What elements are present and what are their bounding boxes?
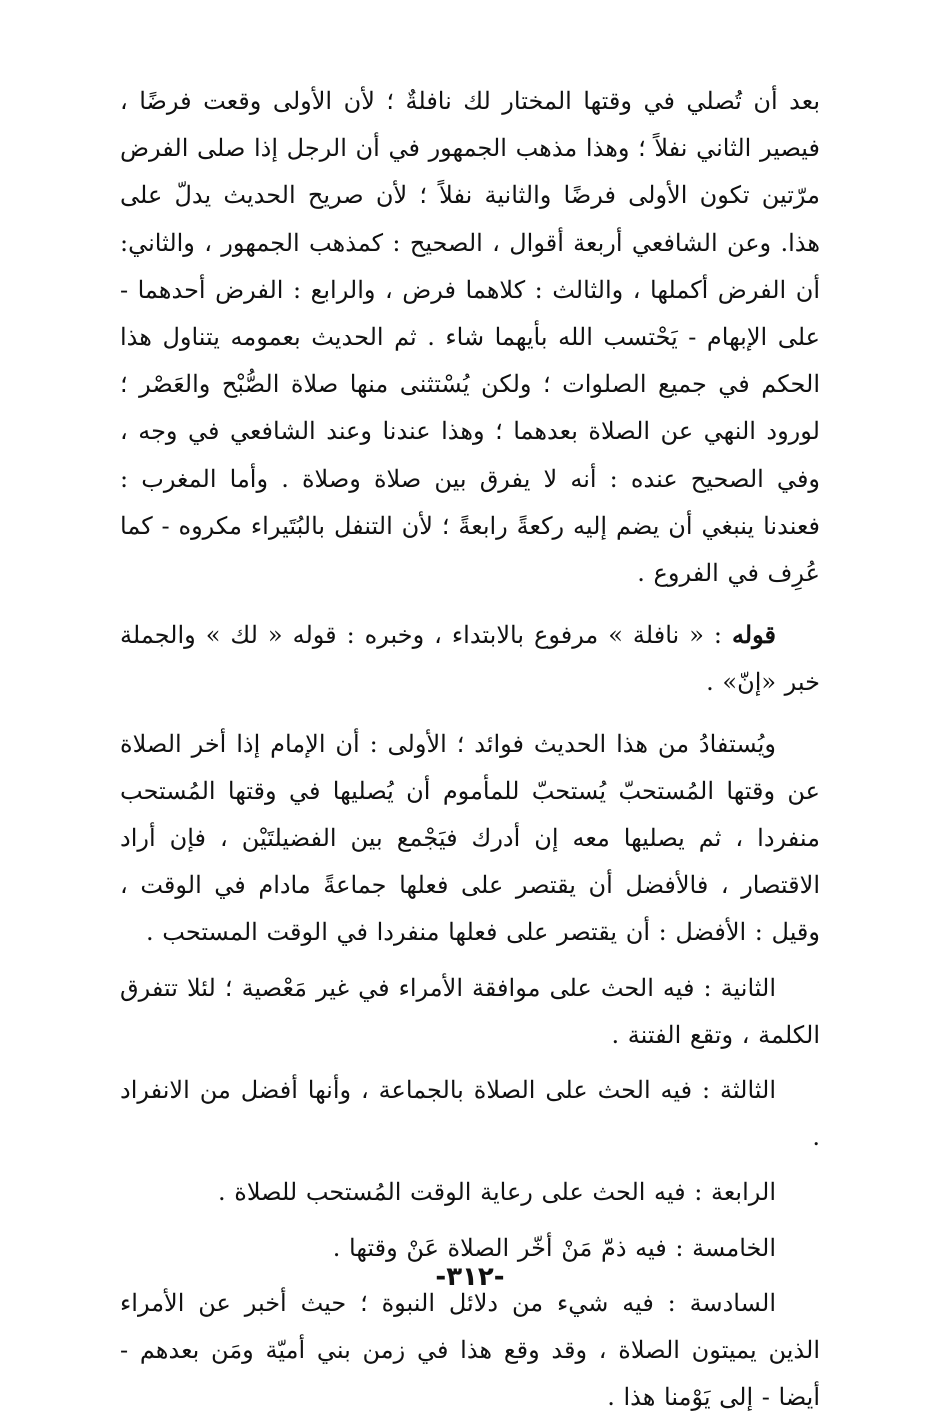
paragraph-benefit-sixth: السادسة : فيه شيء من دلائل النبوة ؛ حيث أخبر عن الأمراء الذين يميتون الصلاة ، وقد وقع هذا في زمن بني أميّة ومَن بعدهم - أيضا - إلى يَوْمنا هذا . — [120, 1288, 820, 1412]
paragraph-commentary-continuation: بعد أن تُصلي في وقتها المختار لك نافلةٌ ؛ لأن الأولى وقعت فرضًا ، فيصير الثاني نفلاً ؛ وهذا مذهب الجمهور في أن الرجل إذا صلى الفرض مرّتين تكون الأولى فرضًا والثانية نفلاً ؛ لأن صريح الحديث يدلّ على هذا. وعن الشافعي أربعة أقوال ، الصحيح : كمذهب الجمهور ، والثاني: أن الفرض أكملها ، والثالث : كلاهما فرض ، والرابع : الفرض أحدهما - على الإبهام - يَحْتسب الله بأيهما شاء . ثم الحديث بعمومه يتناول هذا الحكم في جميع الصلوات ؛ ولكن يُسْتثنى منها صلاة الصُّبْح والعَصْر ؛ لورود النهي عن الصلاة بعدهما ؛ وهذا عندنا وعند الشافعي في وجه ، وفي الصحيح عنده : أنه لا يفرق بين صلاة وصلاة . وأما المغرب : فعندنا ينبغي أن يضم إليه ركعةً رابعةً ؛ لأن التنفل بالبُتَيراء مكروه - كما عُرِف في الفروع . — [120, 87, 820, 588]
paragraph-benefits-first: ويُستفادُ من هذا الحديث فوائد ؛ الأولى : أن الإمام إذا أخر الصلاة عن وقتها المُستحبّ يُستحبّ للمأموم أن يُصليها في وقتها المُستحب منفردا ، ثم يصليها معه إن أدرك فيَجْمع بين الفضيلتَيْن ، فإن أراد الاقتصار ، فالأفضل أن يقتصر على فعلها جماعةً مادام في الوقت ، وقيل : الأفضل : أن يقتصر على فعلها منفردا في الوقت المستحب . — [120, 729, 820, 947]
paragraph-benefit-fifth: الخامسة : فيه ذمّ مَنْ أخّر الصلاة عَنْ وقتها . — [332, 1233, 776, 1262]
paragraph-benefit-third: الثالثة : فيه الحث على الصلاة بالجماعة ، وأنها أفضل من الانفراد . — [120, 1076, 820, 1152]
paragraph-benefit-second: الثانية : فيه الحث على موافقة الأمراء في غير مَعْصية ؛ لئلا تتفرق الكلمة ، وتقع الفتنة . — [120, 973, 820, 1049]
paragraph-grammar-note — [120, 611, 820, 706]
bold-term-qawluhu: قوله — [731, 620, 776, 650]
page-body — [120, 78, 820, 1421]
paragraph-benefit-fourth: الرابعة : فيه الحث على رعاية الوقت المُستحب للصلاة . — [218, 1178, 776, 1207]
page-number: -٣١٢- — [435, 1262, 505, 1292]
paragraph-grammar-note-text: : « نافلة » مرفوع بالابتداء ، وخبره : قوله « لك » والجملة خبر «إنّ» . — [120, 621, 820, 697]
